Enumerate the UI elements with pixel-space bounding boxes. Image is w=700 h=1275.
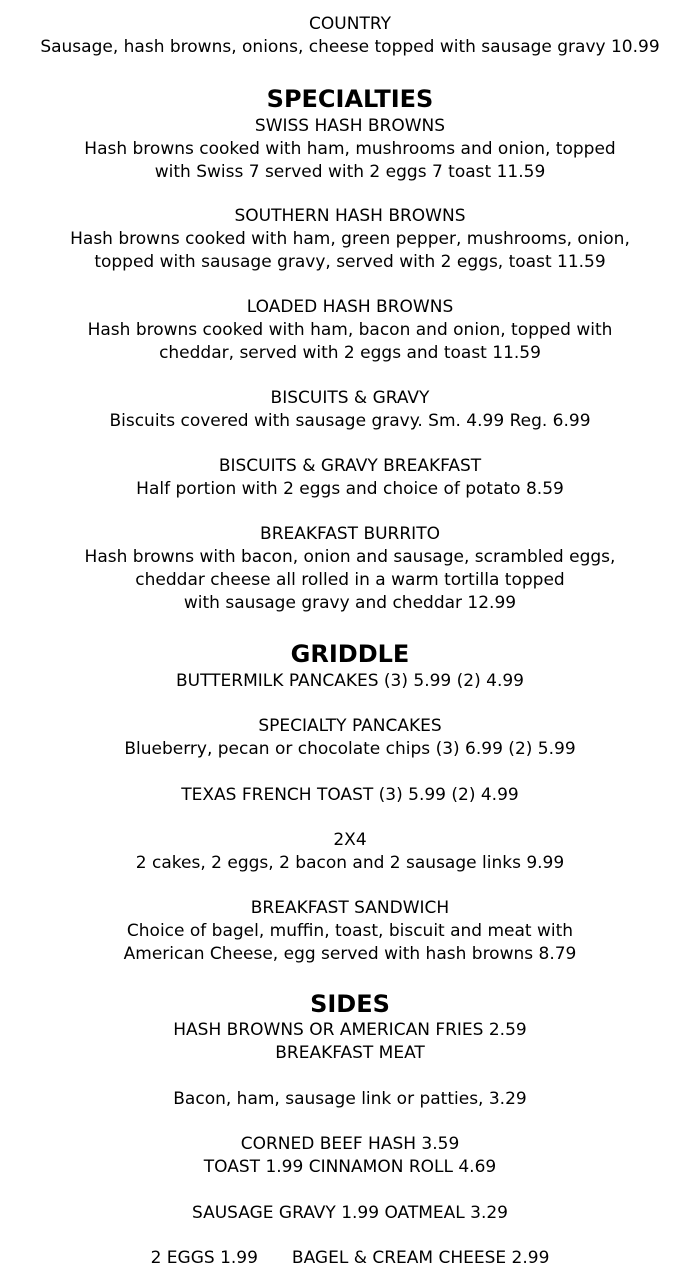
item-desc-southern-hash-browns: Hash browns cooked with ham, green pepper, mushrooms, onion, — [70, 229, 630, 249]
item-desc-2x4: 2 cakes, 2 eggs, 2 bacon and 2 sausage links 9.99 — [135, 853, 565, 873]
item-title-biscuits-gravy-breakfast: BISCUITS & GRAVY BREAKFAST — [218, 456, 482, 476]
item-desc-breakfast-burrito: Hash browns with bacon, onion and sausage, scrambled eggs, — [84, 547, 616, 567]
side-item: 2 EGGS 1.99 — [150, 1248, 258, 1268]
item-desc-breakfast-sandwich: American Cheese, egg served with hash browns 8.79 — [123, 944, 577, 964]
item-desc-breakfast-burrito: cheddar cheese all rolled in a warm tortilla topped — [135, 570, 565, 590]
item-desc-biscuits-gravy-breakfast: Half portion with 2 eggs and choice of potato 8.59 — [136, 479, 564, 499]
item-desc-swiss-hash-browns: with Swiss 7 served with 2 eggs 7 toast 11.59 — [154, 162, 546, 182]
item-title-2x4: 2X4 — [333, 830, 367, 850]
side-item: SAUSAGE GRAVY 1.99 OATMEAL 3.29 — [192, 1203, 508, 1223]
item-title-loaded-hash-browns: LOADED HASH BROWNS — [246, 297, 454, 317]
item-title-country: COUNTRY — [309, 14, 391, 34]
section-heading-sides: SIDES — [310, 990, 390, 1018]
item-title-biscuits-gravy: BISCUITS & GRAVY — [270, 388, 430, 408]
side-item: BREAKFAST MEAT — [275, 1043, 425, 1063]
item-desc-specialty-pancakes: Blueberry, pecan or chocolate chips (3) 6.99 (2) 5.99 — [124, 739, 576, 759]
side-item: TOAST 1.99 CINNAMON ROLL 4.69 — [203, 1157, 497, 1177]
side-item: HASH BROWNS OR AMERICAN FRIES 2.59 — [173, 1020, 527, 1040]
item-title-breakfast-burrito: BREAKFAST BURRITO — [260, 524, 440, 544]
item-title-texas-french-toast: TEXAS FRENCH TOAST (3) 5.99 (2) 4.99 — [181, 785, 519, 805]
item-desc-breakfast-burrito: with sausage gravy and cheddar 12.99 — [183, 593, 517, 613]
item-title-buttermilk-pancakes: BUTTERMILK PANCAKES (3) 5.99 (2) 4.99 — [175, 671, 524, 691]
side-item: CORNED BEEF HASH 3.59 — [240, 1134, 460, 1154]
item-title-specialty-pancakes: SPECIALTY PANCAKES — [258, 716, 442, 736]
item-desc-country: Sausage, hash browns, onions, cheese topped with sausage gravy 10.99 — [40, 37, 660, 57]
item-desc-breakfast-sandwich: Choice of bagel, muffin, toast, biscuit and meat with — [126, 921, 574, 941]
side-item: BAGEL & CREAM CHEESE 2.99 — [291, 1248, 550, 1268]
item-desc-southern-hash-browns: topped with sausage gravy, served with 2 eggs, toast 11.59 — [94, 252, 606, 272]
side-item: Bacon, ham, sausage link or patties, 3.29 — [173, 1089, 527, 1109]
item-title-breakfast-sandwich: BREAKFAST SANDWICH — [250, 898, 450, 918]
side-item-row — [0, 1247, 700, 1270]
section-heading-griddle: GRIDDLE — [290, 640, 410, 668]
item-desc-biscuits-gravy: Biscuits covered with sausage gravy. Sm. 4.99 Reg. 6.99 — [109, 411, 591, 431]
item-desc-loaded-hash-browns: Hash browns cooked with ham, bacon and onion, topped with — [87, 320, 613, 340]
item-title-swiss-hash-browns: SWISS HASH BROWNS — [254, 116, 446, 136]
section-heading-specialties: SPECIALTIES — [266, 85, 434, 113]
item-desc-loaded-hash-browns: cheddar, served with 2 eggs and toast 11.59 — [159, 343, 541, 363]
item-desc-swiss-hash-browns: Hash browns cooked with ham, mushrooms and onion, topped — [84, 139, 616, 159]
item-title-southern-hash-browns: SOUTHERN HASH BROWNS — [234, 206, 466, 226]
